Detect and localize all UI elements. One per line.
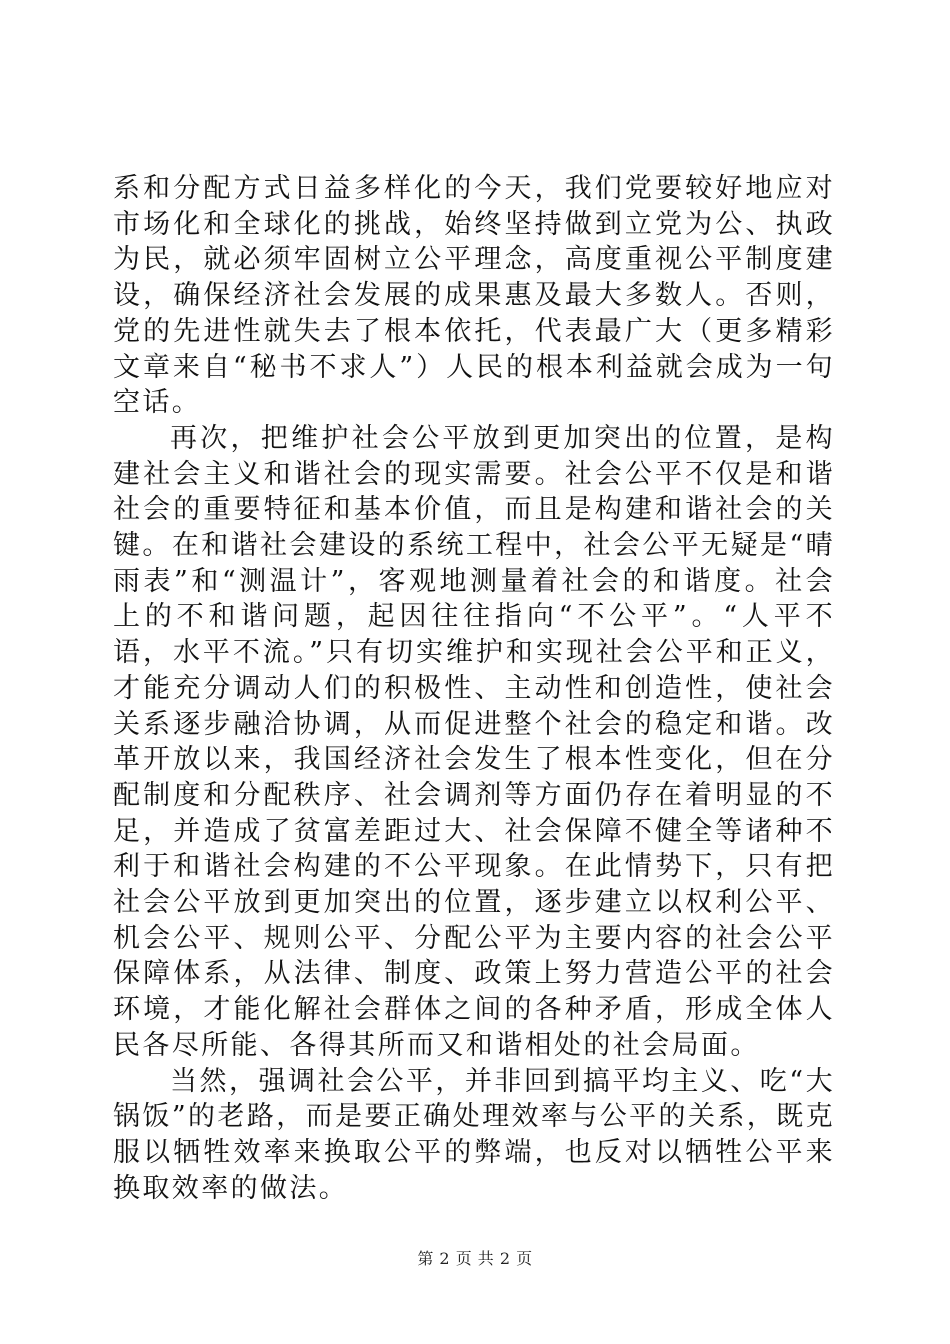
paragraph-efficiency-fairness: 当然，强调社会公平，并非回到搞平均主义、吃“大锅饭”的老路，而是要正确处理效率与公平的关系，既克服以牺牲效率来换取公平的弊端，也反对以牺牲公平来换取效率的做法。	[113, 1065, 835, 1204]
paragraph-continued: 系和分配方式日益多样化的今天，我们党要较好地应对市场化和全球化的挑战，始终坚持做到立党为公、执政为民，就必须牢固树立公平理念，高度重视公平制度建设，确保经济社会发展的成果惠及最大多数人。否则，党的先进性就失去了根本依托，代表最广大（更多精彩文章来自“秘书不求人”）人民的根本利益就会成为一句空话。	[113, 173, 835, 419]
body-text	[113, 171, 835, 1206]
page-footer: 第 2 页 共 2 页	[417, 1249, 533, 1268]
paragraph-social-fairness: 再次，把维护社会公平放到更加突出的位置，是构建社会主义和谐社会的现实需要。社会公平不仅是和谐社会的重要特征和基本价值，而且是构建和谐社会的关键。在和谐社会建设的系统工程中，社会公平无疑是“晴雨表”和“测温计”，客观地测量着社会的和谐度。社会上的不和谐问题，起因往往指向“不公平”。“人平不语，水平不流。”只有切实维护和实现社会公平和正义，才能充分调动人们的积极性、主动性和创造性，使社会关系逐步融洽协调，从而促进整个社会的稳定和谐。改革开放以来，我国经济社会发生了根本性变化，但在分配制度和分配秩序、社会调剂等方面仍存在着明显的不足，并造成了贫富差距过大、社会保障不健全等诸种不利于和谐社会构建的不公平现象。在此情势下，只有把社会公平放到更加突出的位置，逐步建立以权利公平、机会公平、规则公平、分配公平为主要内容的社会公平保障体系，从法律、制度、政策上努力营造公平的社会环境，才能化解社会群体之间的各种矛盾，形成全体人民各尽所能、各得其所而又和谐相处的社会局面。	[113, 422, 835, 1061]
